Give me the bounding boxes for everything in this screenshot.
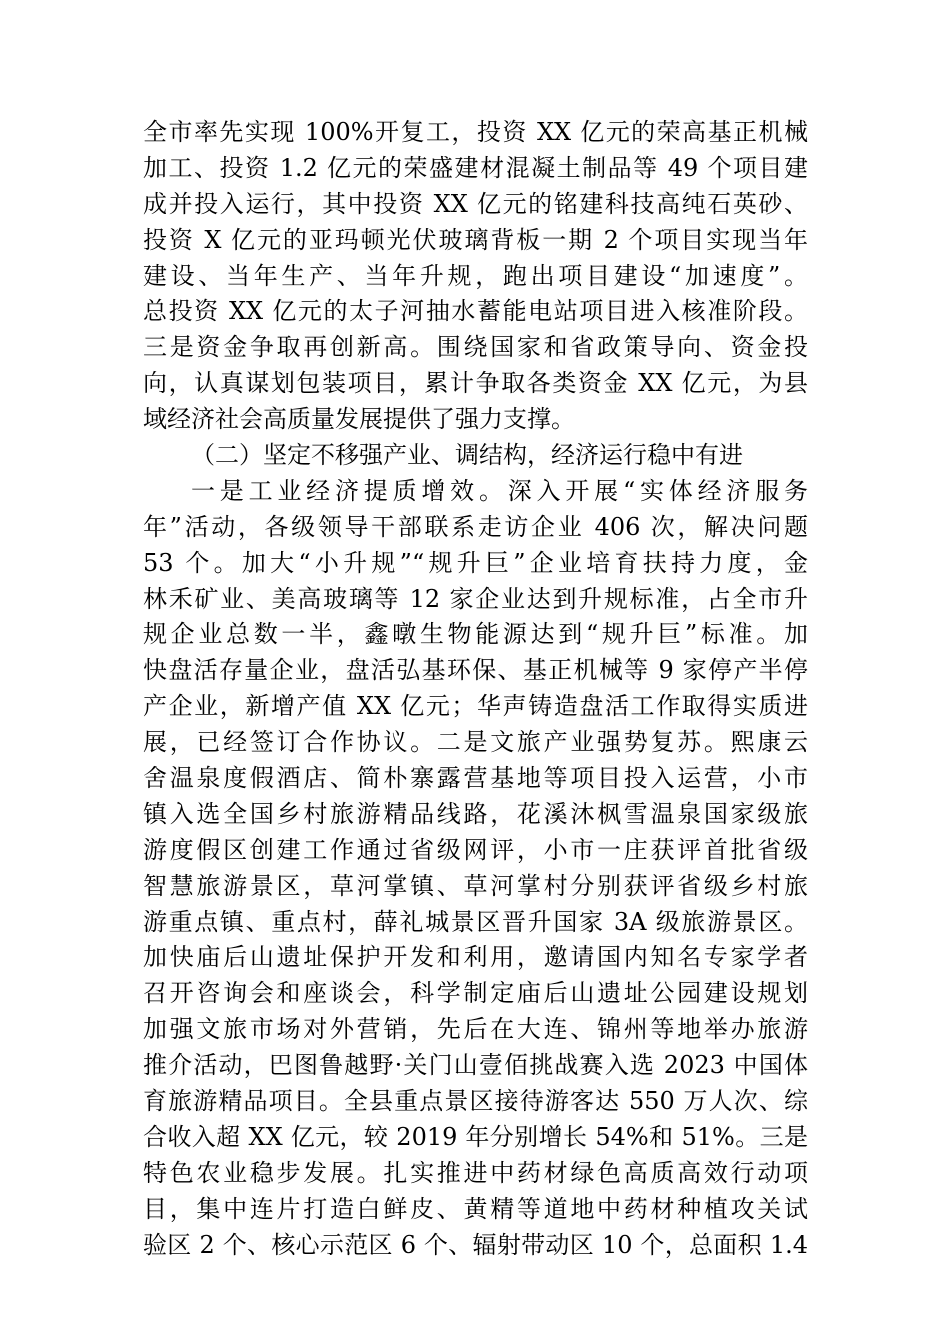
text-line: 加强文旅市场对外营销，先后在大连、锦州等地举办旅游: [143, 1015, 808, 1044]
text-line: 产企业，新增产值 XX 亿元；华声铸造盘活工作取得实质进: [143, 692, 808, 721]
text-line: 成并投入运行，其中投资 XX 亿元的铭建科技高纯石英砂、: [143, 189, 808, 218]
text-line: 游度假区创建工作通过省级网评，小市一庄获评首批省级: [143, 835, 808, 864]
text-line: 总投资 XX 亿元的太子河抽水蓄能电站项目进入核准阶段。: [143, 297, 808, 326]
text-line: 年”活动，各级领导干部联系走访企业 406 次，解决问题: [143, 512, 808, 541]
section-heading: （二）坚定不移强产业、调结构，经济运行稳中有进: [191, 441, 743, 470]
text-line: 全市率先实现 100%开复工，投资 XX 亿元的荣高基正机械: [143, 118, 808, 146]
text-line: 舍温泉度假酒店、简朴寨露营基地等项目投入运营，小市: [143, 764, 808, 793]
text-line: 加工、投资 1.2 亿元的荣盛建材混凝土制品等 49 个项目建: [143, 153, 808, 182]
text-line: 三是资金争取再创新高。围绕国家和省政策导向、资金投: [143, 333, 808, 362]
text-line: 投资 X 亿元的亚玛顿光伏玻璃背板一期 2 个项目实现当年: [143, 225, 808, 254]
text-line: 育旅游精品项目。全县重点景区接待游客达 550 万人次、综: [143, 1087, 808, 1116]
text-line: 林禾矿业、美高玻璃等 12 家企业达到升规标准，占全市升: [143, 584, 808, 613]
text-line: 目，集中连片打造白鲜皮、黄精等道地中药材种植攻关试: [143, 1194, 808, 1223]
text-line: 建设、当年生产、当年升规，跑出项目建设“加速度”。: [143, 261, 808, 290]
text-line: 游重点镇、重点村，薛礼城景区晋升国家 3A 级旅游景区。: [143, 907, 808, 936]
text-line: 加快庙后山遗址保护开发和利用，邀请国内知名专家学者: [143, 943, 808, 972]
text-line: 展，已经签订合作协议。二是文旅产业强势复苏。熙康云: [143, 728, 808, 757]
text-line: 合收入超 XX 亿元，较 2019 年分别增长 54%和 51%。三是: [143, 1122, 808, 1151]
text-line: 域经济社会高质量发展提供了强力支撑。: [143, 405, 575, 434]
text-line: 验区 2 个、核心示范区 6 个、辐射带动区 10 个，总面积 1.4: [143, 1230, 808, 1259]
document-page: [143, 115, 808, 1264]
text-line: 一是工业经济提质增效。深入开展“实体经济服务: [191, 476, 808, 505]
text-line: 智慧旅游景区，草河掌镇、草河掌村分别获评省级乡村旅: [143, 871, 808, 900]
text-line: 镇入选全国乡村旅游精品线路，花溪沐枫雪温泉国家级旅: [143, 799, 808, 828]
text-line: 推介活动，巴图鲁越野·关门山壹佰挑战赛入选 2023 中国体: [143, 1051, 808, 1080]
text-line: 召开咨询会和座谈会，科学制定庙后山遗址公园建设规划: [143, 979, 808, 1008]
text-line: 快盘活存量企业，盘活弘基环保、基正机械等 9 家停产半停: [143, 656, 808, 685]
text-line: 向，认真谋划包装项目，累计争取各类资金 XX 亿元，为县: [143, 369, 808, 398]
text-line: 规企业总数一半，鑫暾生物能源达到“规升巨”标准。加: [143, 620, 808, 649]
text-line: 53 个。加大“小升规”“规升巨”企业培育扶持力度，金: [143, 548, 808, 577]
text-line: 特色农业稳步发展。扎实推进中药材绿色高质高效行动项: [143, 1158, 808, 1187]
